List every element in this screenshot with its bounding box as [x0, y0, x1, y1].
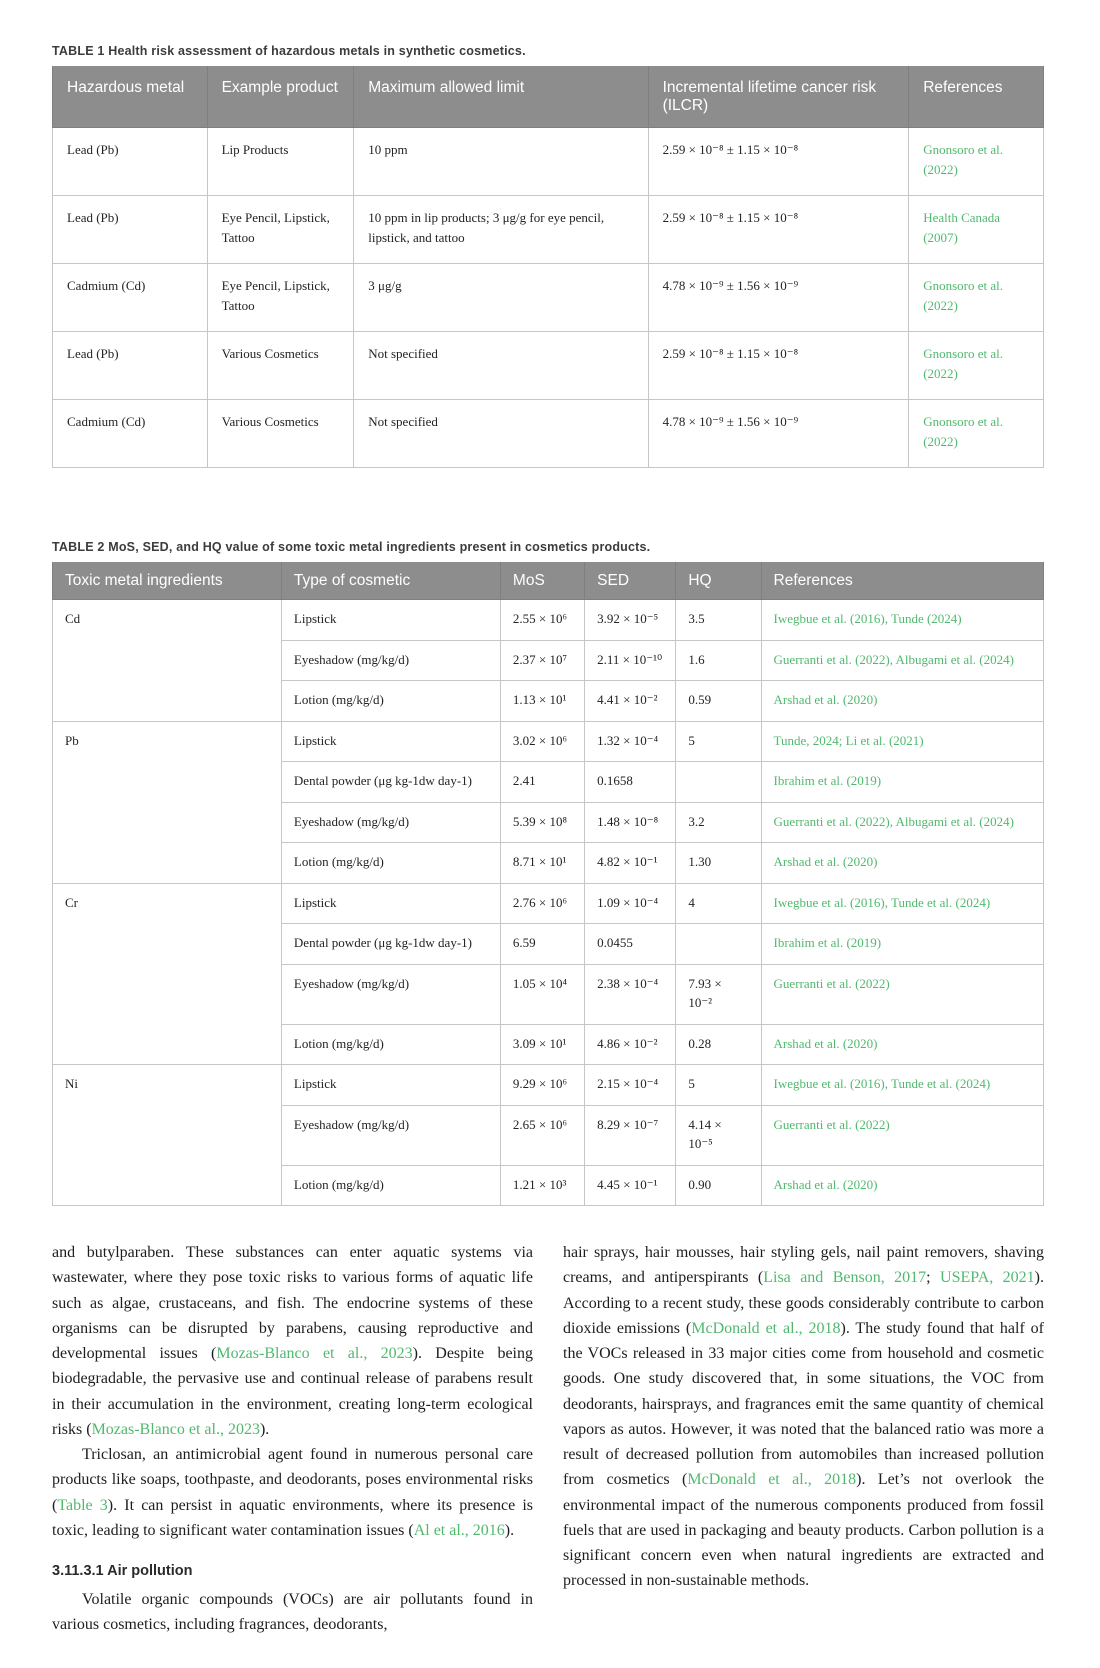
- cell-metal: Lead (Pb): [53, 196, 208, 264]
- cell-type: Lotion (mg/kg/d): [281, 1024, 500, 1065]
- cell-ilcr: 4.78 × 10⁻⁹ ± 1.56 × 10⁻⁹: [648, 400, 909, 468]
- citation-link[interactable]: Al et al., 2016: [413, 1521, 505, 1539]
- table2-header-toxic-metal: Toxic metal ingredients: [53, 563, 282, 600]
- citation-link[interactable]: Arshad et al. (2020): [761, 843, 1043, 884]
- cell-hq: 3.2: [676, 802, 761, 843]
- body-column-right: [563, 1240, 1044, 1638]
- text-run: and butylparaben. These substances can enter aquatic systems via wastewater, where they pose toxic risks to various forms of aquatic life such as algae, crustaceans, and fish. The endocrine systems of these organisms can be disrupted by parabens, causing reproductive and developmental issues (: [52, 1244, 533, 1363]
- citation-link[interactable]: Health Canada (2007): [909, 196, 1044, 264]
- text-run: ). Let’s not overlook the environmental impact of the numerous components produced from fossil fuels that are used in packaging and beauty products. Carbon pollution is a significant concern even when natural ingredients are extracted and processed in non-sustainable methods.: [563, 1471, 1044, 1590]
- cell-mos: 2.37 × 10⁷: [500, 640, 584, 681]
- text-run: Triclosan, an antimicrobial agent found in numerous personal care products like soaps, toothpaste, and deodorants, poses environmental risks (: [52, 1446, 533, 1514]
- body-column-left: [52, 1240, 533, 1638]
- cell-hq: 3.5: [676, 600, 761, 641]
- table1: [52, 66, 1044, 468]
- cell-mos: 1.13 × 10¹: [500, 681, 584, 722]
- text-run: hair sprays, hair mousses, hair styling gels, nail paint removers, shaving creams, and antiperspirants (: [563, 1244, 1044, 1287]
- cell-type: Lotion (mg/kg/d): [281, 681, 500, 722]
- citation-link[interactable]: Guerranti et al. (2022): [761, 1105, 1043, 1165]
- cell-ilcr: 2.59 × 10⁻⁸ ± 1.15 × 10⁻⁸: [648, 332, 909, 400]
- citation-link[interactable]: Arshad et al. (2020): [761, 1165, 1043, 1206]
- citation-link[interactable]: Tunde, 2024; Li et al. (2021): [761, 721, 1043, 762]
- table2-header-type: Type of cosmetic: [281, 563, 500, 600]
- cell-type: Eyeshadow (mg/kg/d): [281, 802, 500, 843]
- cell-type: Eyeshadow (mg/kg/d): [281, 964, 500, 1024]
- table1-header-ilcr: Incremental lifetime cancer risk (ILCR): [648, 67, 909, 128]
- citation-link[interactable]: Arshad et al. (2020): [761, 681, 1043, 722]
- text-run: ). It can persist in aquatic environments, where its presence is toxic, leading to significant water contamination issues (: [52, 1496, 533, 1539]
- citation-link[interactable]: Gnonsoro et al. (2022): [909, 128, 1044, 196]
- table2-header-mos: MoS: [500, 563, 584, 600]
- table2-caption: TABLE 2 MoS, SED, and HQ value of some toxic metal ingredients present in cosmetics products.: [52, 540, 651, 554]
- text-run: ).: [259, 1420, 270, 1438]
- citation-link[interactable]: Gnonsoro et al. (2022): [909, 400, 1044, 468]
- citation-link[interactable]: Iwegbue et al. (2016), Tunde et al. (2024): [761, 1065, 1043, 1106]
- paragraph: [52, 1587, 533, 1638]
- citation-link[interactable]: Iwegbue et al. (2016), Tunde et al. (2024): [761, 883, 1043, 924]
- cell-sed: 4.86 × 10⁻²: [585, 1024, 676, 1065]
- cell-hq: 4: [676, 883, 761, 924]
- text-run: ). The study found that half of the VOCs released in 33 major cities come from household and cosmetic goods. One study discovered that, in some situations, the VOC from deodorants, hairsprays, and fragrances emit the same quantity of chemical vapors as autos. However, it was noted that the balanced ratio was more a result of decreased pollution from automobiles than increased pollution from cosmetics (: [563, 1319, 1045, 1489]
- cell-product: Eye Pencil, Lipstick, Tattoo: [207, 264, 354, 332]
- citation-link[interactable]: Arshad et al. (2020): [761, 1024, 1043, 1065]
- cell-mos: 2.76 × 10⁶: [500, 883, 584, 924]
- cell-sed: 0.1658: [585, 762, 676, 803]
- cell-mos: 2.41: [500, 762, 584, 803]
- cell-sed: 2.15 × 10⁻⁴: [585, 1065, 676, 1106]
- paragraph: [52, 1240, 533, 1442]
- cell-metal: Cadmium (Cd): [53, 264, 208, 332]
- cell-type: Lipstick: [281, 883, 500, 924]
- table1-header-example-product: Example product: [207, 67, 354, 128]
- cell-ilcr: 4.78 × 10⁻⁹ ± 1.56 × 10⁻⁹: [648, 264, 909, 332]
- cell-product: Lip Products: [207, 128, 354, 196]
- table-row: [53, 600, 1044, 641]
- table-row: [53, 400, 1044, 468]
- cell-mos: 6.59: [500, 924, 584, 965]
- table-row: [53, 128, 1044, 196]
- citation-link[interactable]: Guerranti et al. (2022), Albugami et al. (2024): [761, 802, 1043, 843]
- cell-hq: 0.59: [676, 681, 761, 722]
- citation-link[interactable]: Table 3: [57, 1496, 108, 1514]
- cell-type: Eyeshadow (mg/kg/d): [281, 640, 500, 681]
- cell-type: Lipstick: [281, 1065, 500, 1106]
- cell-type: Eyeshadow (mg/kg/d): [281, 1105, 500, 1165]
- table1-header-hazardous-metal: Hazardous metal: [53, 67, 208, 128]
- body-text: [52, 1240, 1044, 1638]
- table-row: [53, 1065, 1044, 1106]
- text-run: ). According to a recent study, these goods considerably contribute to carbon dioxide emissions (: [563, 1269, 1044, 1337]
- cell-limit: 10 ppm in lip products; 3 μg/g for eye pencil, lipstick, and tattoo: [354, 196, 648, 264]
- table1-section: [52, 44, 1044, 468]
- citation-link[interactable]: Guerranti et al. (2022), Albugami et al. (2024): [761, 640, 1043, 681]
- table1-header-row: [53, 67, 1044, 128]
- cell-hq: 7.93 × 10⁻²: [676, 964, 761, 1024]
- cell-metal-group: Cr: [53, 883, 282, 1065]
- citation-link[interactable]: Ibrahim et al. (2019): [761, 924, 1043, 965]
- cell-product: Eye Pencil, Lipstick, Tattoo: [207, 196, 354, 264]
- cell-sed: 3.92 × 10⁻⁵: [585, 600, 676, 641]
- cell-mos: 8.71 × 10¹: [500, 843, 584, 884]
- cell-type: Dental powder (μg kg-1dw day-1): [281, 924, 500, 965]
- cell-hq: [676, 924, 761, 965]
- cell-product: Various Cosmetics: [207, 332, 354, 400]
- cell-type: Lotion (mg/kg/d): [281, 1165, 500, 1206]
- cell-mos: 2.65 × 10⁶: [500, 1105, 584, 1165]
- table2-header-references: References: [761, 563, 1043, 600]
- cell-mos: 2.55 × 10⁶: [500, 600, 584, 641]
- table2-header-row: [53, 563, 1044, 600]
- paragraph: [52, 1442, 533, 1543]
- table-row: [53, 883, 1044, 924]
- table-row: [53, 721, 1044, 762]
- text-run: Volatile organic compounds (VOCs) are air pollutants found in various cosmetics, including fragrances, deodorants,: [52, 1591, 533, 1634]
- cell-metal: Lead (Pb): [53, 128, 208, 196]
- table-row: [53, 332, 1044, 400]
- citation-link[interactable]: Gnonsoro et al. (2022): [909, 332, 1044, 400]
- table-row: [53, 264, 1044, 332]
- cell-limit: 10 ppm: [354, 128, 648, 196]
- cell-sed: 4.45 × 10⁻¹: [585, 1165, 676, 1206]
- cell-limit: 3 μg/g: [354, 264, 648, 332]
- citation-link[interactable]: Guerranti et al. (2022): [761, 964, 1043, 1024]
- cell-sed: 0.0455: [585, 924, 676, 965]
- cell-mos: 5.39 × 10⁸: [500, 802, 584, 843]
- cell-metal-group: Cd: [53, 600, 282, 722]
- cell-sed: 4.41 × 10⁻²: [585, 681, 676, 722]
- cell-mos: 1.21 × 10³: [500, 1165, 584, 1206]
- cell-metal: Cadmium (Cd): [53, 400, 208, 468]
- table-row: [53, 196, 1044, 264]
- cell-type: Lipstick: [281, 600, 500, 641]
- cell-hq: 1.30: [676, 843, 761, 884]
- cell-hq: 5: [676, 1065, 761, 1106]
- cell-limit: Not specified: [354, 400, 648, 468]
- cell-limit: Not specified: [354, 332, 648, 400]
- citation-link[interactable]: McDonald et al., 2018: [691, 1319, 841, 1337]
- cell-mos: 1.05 × 10⁴: [500, 964, 584, 1024]
- cell-sed: 4.82 × 10⁻¹: [585, 843, 676, 884]
- cell-type: Lotion (mg/kg/d): [281, 843, 500, 884]
- table2: [52, 562, 1044, 1206]
- cell-metal-group: Pb: [53, 721, 282, 883]
- cell-ilcr: 2.59 × 10⁻⁸ ± 1.15 × 10⁻⁸: [648, 128, 909, 196]
- cell-hq: 5: [676, 721, 761, 762]
- cell-product: Various Cosmetics: [207, 400, 354, 468]
- cell-hq: [676, 762, 761, 803]
- cell-hq: 4.14 × 10⁻⁵: [676, 1105, 761, 1165]
- cell-mos: 9.29 × 10⁶: [500, 1065, 584, 1106]
- section-heading: 3.11.3.1 Air pollution: [52, 1563, 193, 1580]
- cell-mos: 3.09 × 10¹: [500, 1024, 584, 1065]
- table2-header-hq: HQ: [676, 563, 761, 600]
- table2-header-sed: SED: [585, 563, 676, 600]
- table1-header-max-limit: Maximum allowed limit: [354, 67, 648, 128]
- cell-metal-group: Ni: [53, 1065, 282, 1206]
- cell-metal: Lead (Pb): [53, 332, 208, 400]
- citation-link[interactable]: Iwegbue et al. (2016), Tunde (2024): [761, 600, 1043, 641]
- cell-sed: 8.29 × 10⁻⁷: [585, 1105, 676, 1165]
- citation-link[interactable]: USEPA, 2021: [940, 1269, 1035, 1287]
- citation-link[interactable]: Lisa and Benson, 2017: [763, 1269, 927, 1287]
- cell-hq: 0.90: [676, 1165, 761, 1206]
- cell-sed: 2.11 × 10⁻¹⁰: [585, 640, 676, 681]
- citation-link[interactable]: Mozas-Blanco et al., 2023: [91, 1420, 260, 1438]
- cell-sed: 1.32 × 10⁻⁴: [585, 721, 676, 762]
- table1-header-references: References: [909, 67, 1044, 128]
- table2-section: [52, 540, 1044, 1206]
- cell-ilcr: 2.59 × 10⁻⁸ ± 1.15 × 10⁻⁸: [648, 196, 909, 264]
- cell-type: Lipstick: [281, 721, 500, 762]
- cell-sed: 1.09 × 10⁻⁴: [585, 883, 676, 924]
- paragraph: [563, 1240, 1044, 1594]
- cell-mos: 3.02 × 10⁶: [500, 721, 584, 762]
- citation-link[interactable]: Gnonsoro et al. (2022): [909, 264, 1044, 332]
- text-run: ;: [926, 1269, 941, 1287]
- cell-hq: 1.6: [676, 640, 761, 681]
- cell-sed: 1.48 × 10⁻⁸: [585, 802, 676, 843]
- text-run: ). Despite being biodegradable, the pervasive use and continual release of parabens result in their accumulation in the environment, creating long-term ecological risks (: [52, 1345, 533, 1438]
- citation-link[interactable]: Mozas-Blanco et al., 2023: [216, 1345, 413, 1363]
- table1-caption: TABLE 1 Health risk assessment of hazardous metals in synthetic cosmetics.: [52, 44, 526, 58]
- cell-hq: 0.28: [676, 1024, 761, 1065]
- text-run: ).: [504, 1521, 515, 1539]
- cell-sed: 2.38 × 10⁻⁴: [585, 964, 676, 1024]
- citation-link[interactable]: Ibrahim et al. (2019): [761, 762, 1043, 803]
- citation-link[interactable]: McDonald et al., 2018: [687, 1471, 857, 1489]
- cell-type: Dental powder (μg kg-1dw day-1): [281, 762, 500, 803]
